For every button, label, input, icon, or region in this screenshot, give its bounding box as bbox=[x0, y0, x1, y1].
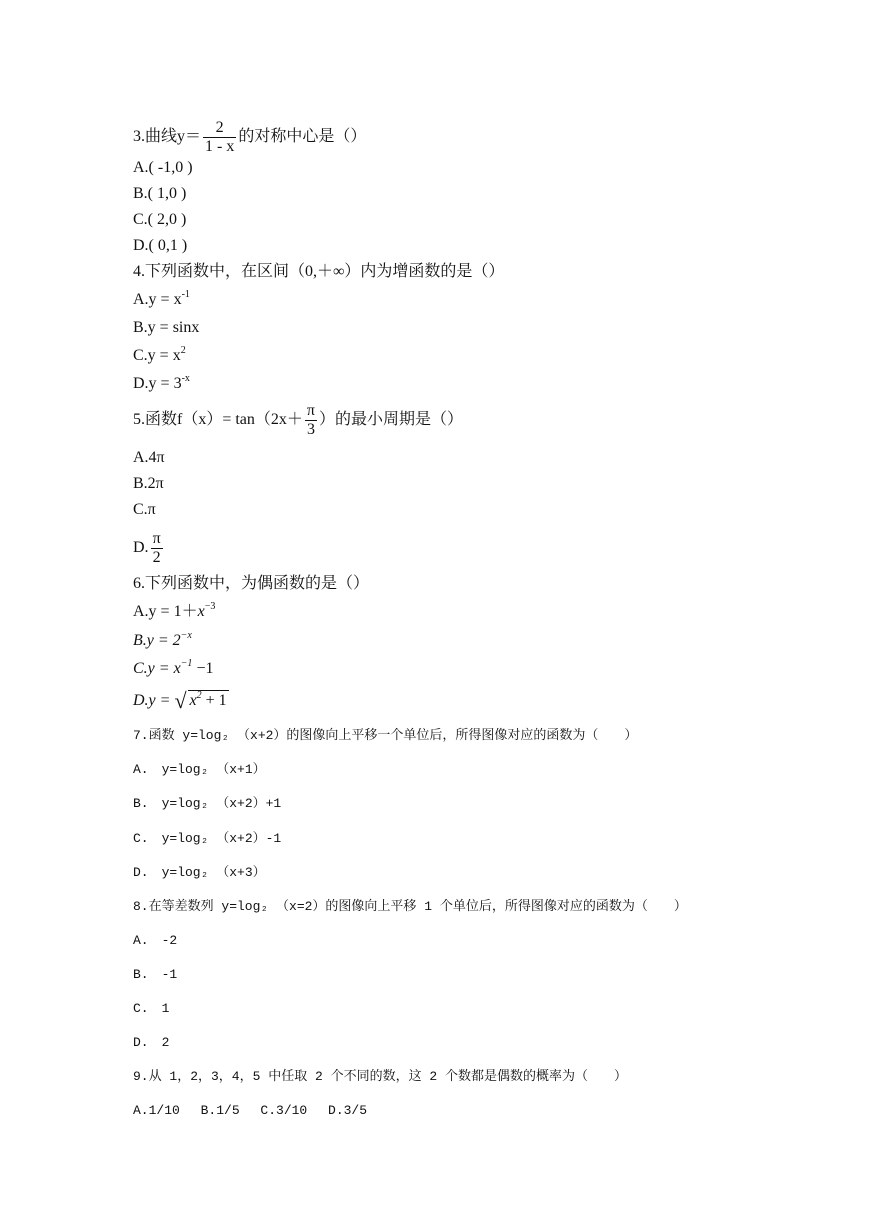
q4-option-b: B.y = sinx bbox=[133, 319, 200, 336]
q6-c-pre: C.y = bbox=[133, 660, 174, 677]
q4-stem: 4.下列函数中，在区间（0,＋∞）内为增函数的是（） bbox=[133, 263, 505, 280]
q7-option-d: D. y=log₂ （x+3） bbox=[133, 865, 266, 880]
q3-stem-prefix: 3.曲线y＝ bbox=[133, 128, 202, 146]
q7-option-a: A. y=log₂ （x+1） bbox=[133, 762, 266, 777]
q6-b-pre: B.y = 2 bbox=[133, 632, 181, 649]
q6-c-var: x bbox=[173, 660, 181, 677]
q4-d-exp: -x bbox=[181, 373, 190, 384]
q5-option-d bbox=[133, 530, 165, 567]
q6-option-d bbox=[133, 690, 229, 711]
q8-option-d: D. 2 bbox=[133, 1035, 170, 1050]
q6-a-var: x bbox=[197, 603, 205, 620]
q5-option-b: B.2π bbox=[133, 475, 164, 492]
q9-options: A.1/10 B.1/5 C.3/10 D.3/5 bbox=[133, 1103, 368, 1118]
q8-option-a: A. -2 bbox=[133, 933, 178, 948]
q3-option-d: D.( 0,1 ) bbox=[133, 237, 188, 254]
q8-option-b: B. -1 bbox=[133, 967, 178, 982]
q6-a-exp: −3 bbox=[204, 601, 216, 612]
q6-d-radicand bbox=[188, 690, 229, 711]
q7-option-c: C. y=log₂ （x+2）-1 bbox=[133, 831, 282, 846]
q4-d-base: D.y = 3 bbox=[133, 375, 182, 392]
q8-option-c: C. 1 bbox=[133, 1001, 170, 1016]
q4-c-base: C.y = x bbox=[133, 347, 181, 364]
q5-frac-num: π bbox=[306, 402, 315, 419]
q3-option-c: C.( 2,0 ) bbox=[133, 211, 187, 228]
q5-stem bbox=[133, 402, 463, 439]
q5-d-prefix: D. bbox=[133, 539, 149, 557]
q6-d-post: + 1 bbox=[201, 692, 227, 709]
q5-d-num: π bbox=[152, 530, 161, 547]
q5-option-a: A.4π bbox=[133, 449, 165, 466]
q6-stem: 6.下列函数中，为偶函数的是（） bbox=[133, 575, 370, 592]
q4-a-exp: -1 bbox=[181, 289, 190, 300]
q5-option-c: C.π bbox=[133, 501, 156, 518]
q7-option-b: B. y=log₂ （x+2）+1 bbox=[133, 796, 282, 811]
q6-c-post: −1 bbox=[192, 660, 214, 677]
q3-fraction bbox=[203, 119, 236, 156]
q5-stem-suffix: ）的最小周期是（） bbox=[318, 411, 463, 429]
q4-c-exp: 2 bbox=[180, 345, 186, 356]
q9-stem: 9.从 1，2，3，4，5 中任取 2 个不同的数，这 2 个数都是偶数的概率为（ ） bbox=[133, 1069, 628, 1084]
q4-option-c bbox=[133, 346, 186, 366]
sqrt-radical-icon: √ bbox=[174, 688, 187, 713]
q5-stem-prefix: 5.函数f（x）= tan（2x＋ bbox=[133, 411, 303, 429]
q3-stem bbox=[133, 119, 366, 156]
q6-d-exp: 2 bbox=[196, 690, 202, 701]
q4-a-base: A.y = x bbox=[133, 291, 182, 308]
q3-frac-num: 2 bbox=[203, 119, 236, 138]
q6-d-pre: D.y = bbox=[133, 692, 175, 709]
q5-frac-den: 3 bbox=[306, 421, 315, 438]
q4-option-d bbox=[133, 374, 190, 394]
q4-option-a bbox=[133, 290, 190, 310]
q3-frac-den: 1 - x bbox=[205, 138, 235, 155]
q6-d-var: x bbox=[189, 692, 197, 709]
q5-fraction bbox=[305, 402, 317, 439]
q3-option-a: A.( -1,0 ) bbox=[133, 159, 193, 176]
q5-d-fraction bbox=[151, 530, 163, 567]
q3-stem-suffix: 的对称中心是（） bbox=[238, 128, 367, 146]
q5-d-den: 2 bbox=[152, 549, 161, 566]
q6-a-pre: A.y = 1＋ bbox=[133, 603, 198, 620]
q6-option-c bbox=[133, 659, 213, 679]
q6-c-exp: −1 bbox=[180, 658, 193, 669]
q3-option-b: B.( 1,0 ) bbox=[133, 185, 187, 202]
q7-stem: 7.函数 y=log₂ （x+2）的图像向上平移一个单位后，所得图像对应的函数为（ ） bbox=[133, 728, 638, 743]
q8-stem: 8.在等差数列 y=log₂ （x=2）的图像向上平移 1 个单位后，所得图像对应的函数为（ ） bbox=[133, 899, 687, 914]
q6-b-exp: −x bbox=[180, 630, 192, 641]
q6-option-a bbox=[133, 602, 215, 622]
q6-option-b bbox=[133, 631, 192, 651]
